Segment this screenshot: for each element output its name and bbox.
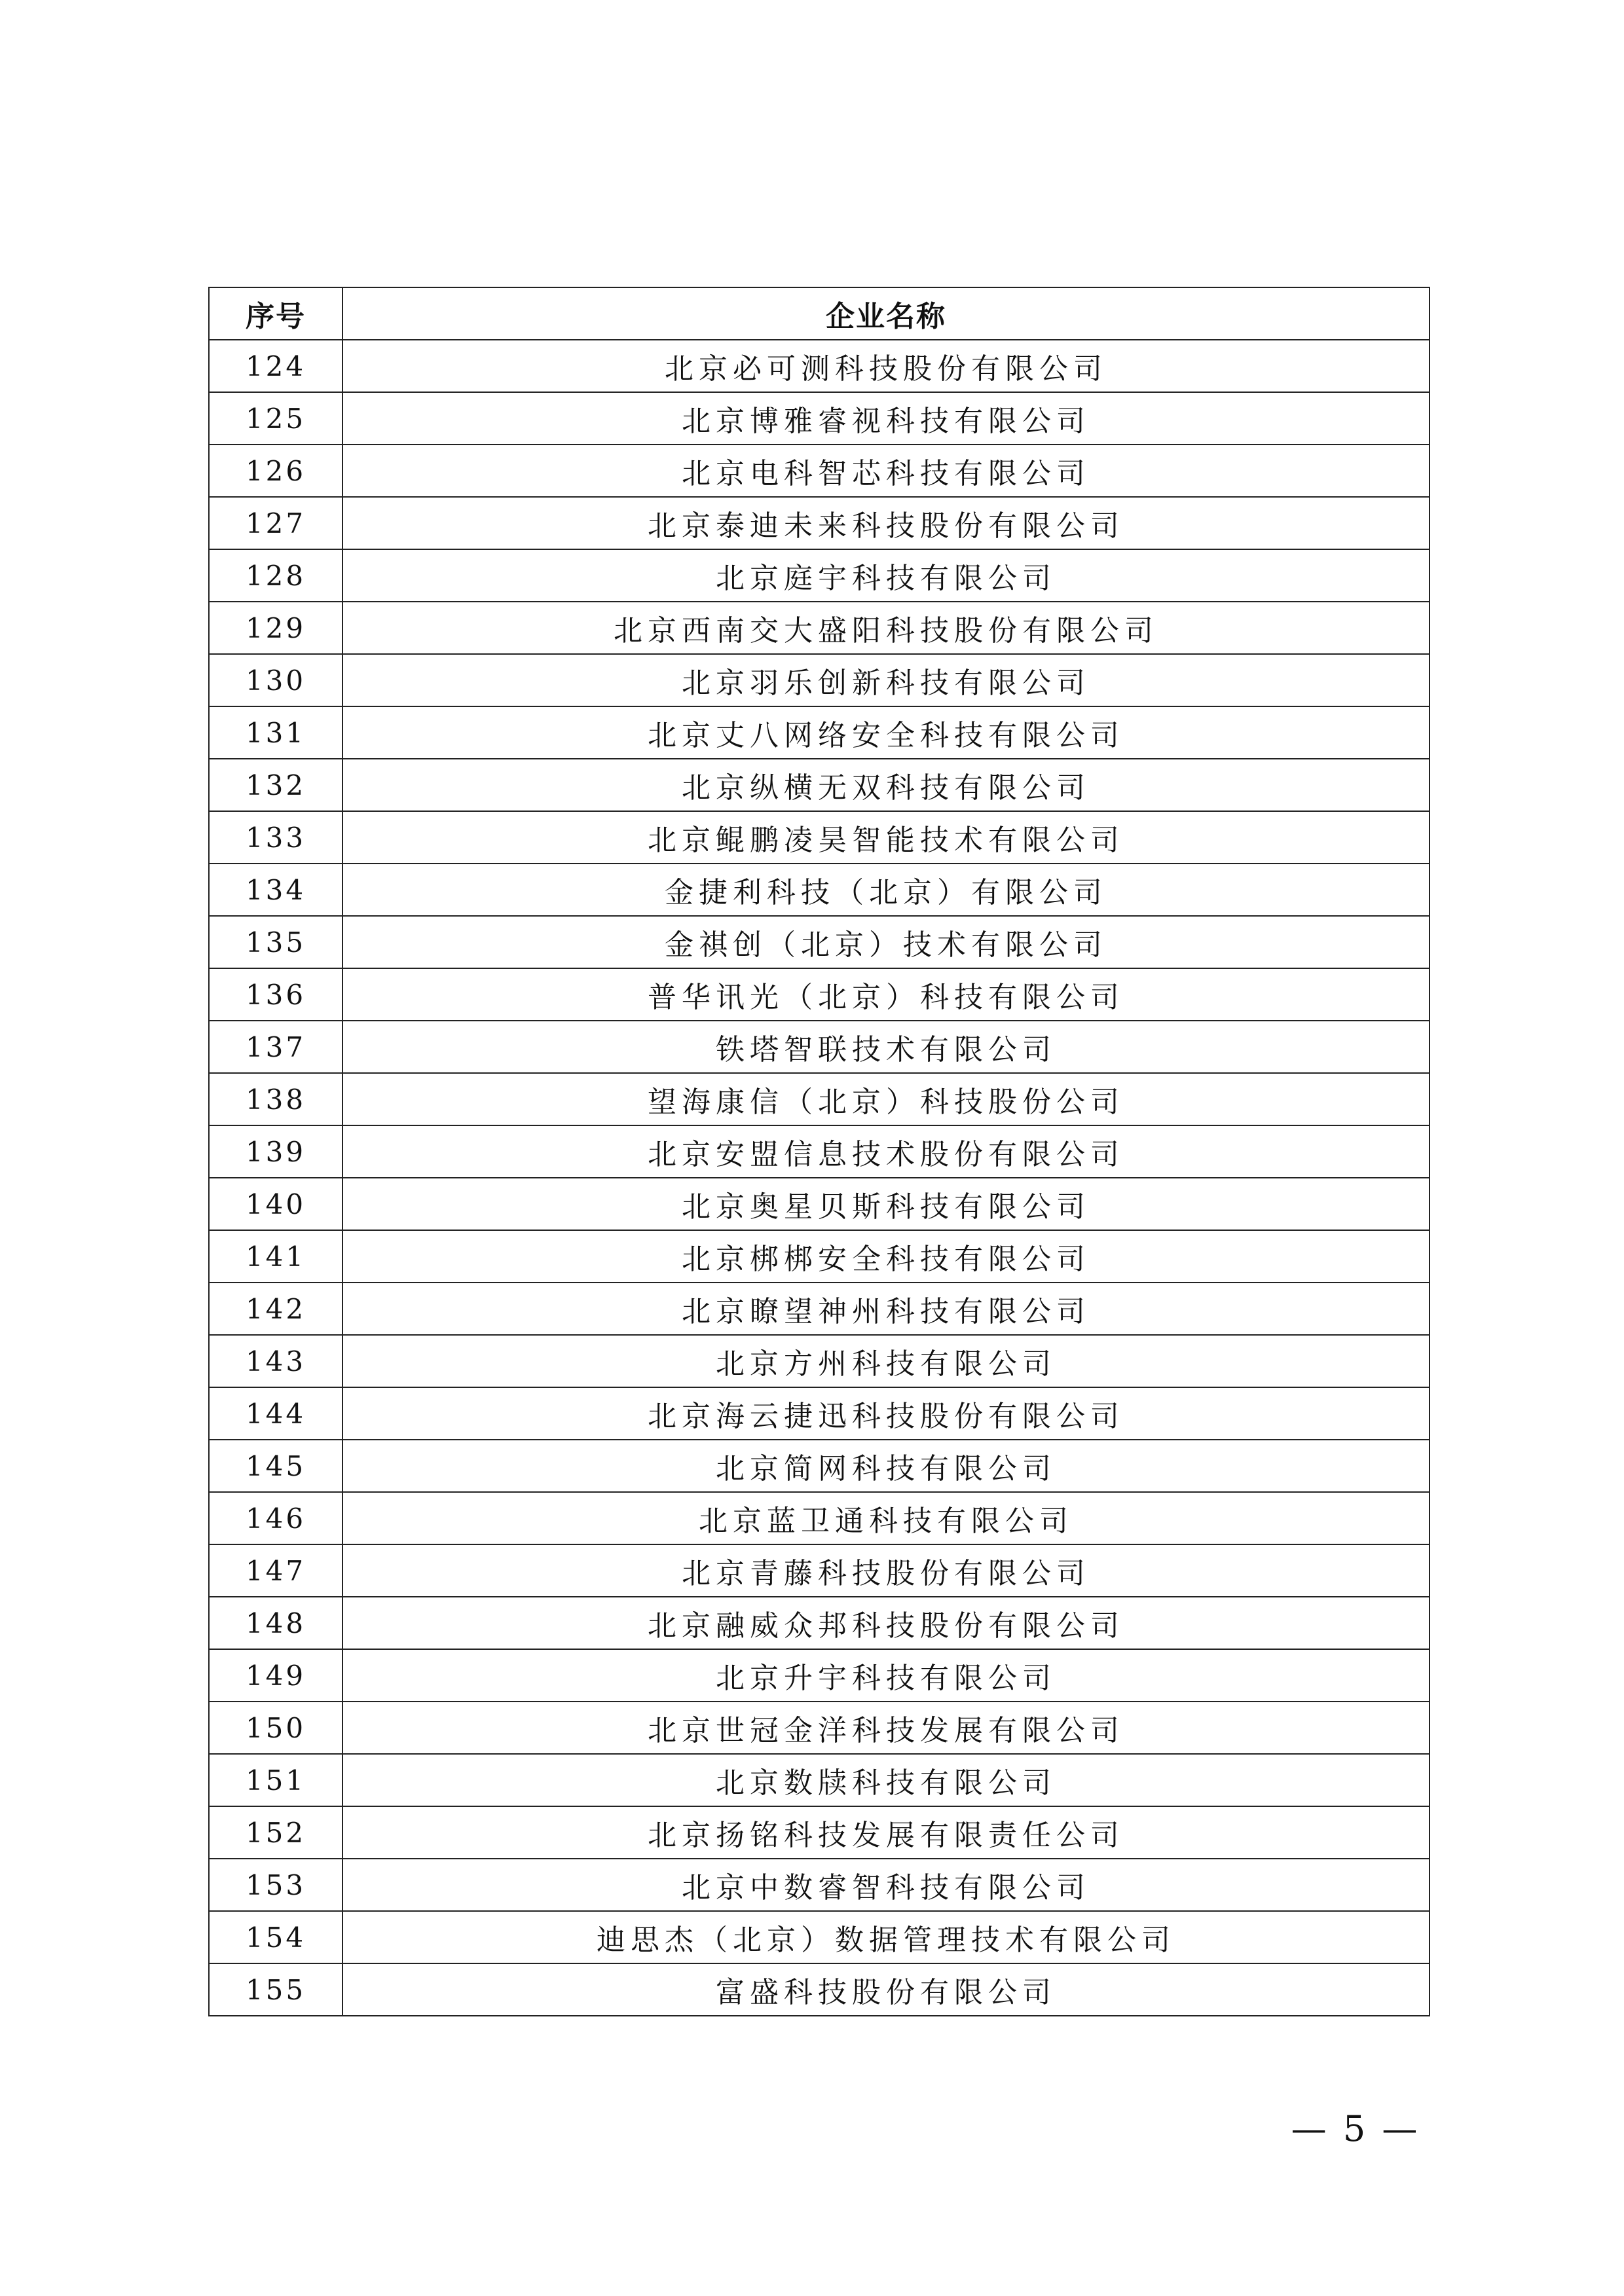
table-row (209, 1230, 1430, 1283)
row-company-name-cell: 金祺创（北京）技术有限公司 (342, 916, 1430, 968)
row-seq-cell: 128 (209, 549, 342, 602)
row-company-name-cell: 北京纵横无双科技有限公司 (342, 759, 1430, 811)
table-row (209, 602, 1430, 654)
row-seq-cell: 141 (209, 1230, 342, 1283)
table-row (209, 864, 1430, 916)
table-row (209, 1335, 1430, 1387)
row-company-name-cell: 北京泰迪未来科技股份有限公司 (342, 497, 1430, 549)
row-company-name-cell: 北京梆梆安全科技有限公司 (342, 1230, 1430, 1283)
table-row (209, 392, 1430, 445)
table-row (209, 1754, 1430, 1806)
row-seq-cell: 145 (209, 1440, 342, 1492)
table-row (209, 1806, 1430, 1859)
row-seq-cell: 149 (209, 1649, 342, 1702)
row-seq-cell: 126 (209, 445, 342, 497)
row-seq-cell: 130 (209, 654, 342, 706)
row-company-name-cell: 北京简网科技有限公司 (342, 1440, 1430, 1492)
row-seq-cell: 154 (209, 1911, 342, 1963)
table-row (209, 706, 1430, 759)
row-company-name-cell: 北京蓝卫通科技有限公司 (342, 1492, 1430, 1544)
table-row (209, 1387, 1430, 1440)
row-company-name-cell: 北京世冠金洋科技发展有限公司 (342, 1702, 1430, 1754)
row-seq-cell: 131 (209, 706, 342, 759)
table-body (209, 340, 1430, 2016)
row-company-name-cell: 北京安盟信息技术股份有限公司 (342, 1125, 1430, 1178)
table-row (209, 654, 1430, 706)
row-seq-cell: 125 (209, 392, 342, 445)
row-company-name-cell: 北京博雅睿视科技有限公司 (342, 392, 1430, 445)
row-company-name-cell: 富盛科技股份有限公司 (342, 1963, 1430, 2016)
row-company-name-cell: 北京电科智芯科技有限公司 (342, 445, 1430, 497)
row-seq-cell: 129 (209, 602, 342, 654)
row-seq-cell: 150 (209, 1702, 342, 1754)
table-row (209, 1859, 1430, 1911)
table-row (209, 1440, 1430, 1492)
row-seq-cell: 152 (209, 1806, 342, 1859)
table-row (209, 1492, 1430, 1544)
table-row (209, 1283, 1430, 1335)
table-row (209, 340, 1430, 392)
row-company-name-cell: 北京方州科技有限公司 (342, 1335, 1430, 1387)
row-company-name-cell: 北京瞭望神州科技有限公司 (342, 1283, 1430, 1335)
row-seq-cell: 137 (209, 1021, 342, 1073)
row-company-name-cell: 金捷利科技（北京）有限公司 (342, 864, 1430, 916)
row-seq-cell: 142 (209, 1283, 342, 1335)
table-row (209, 968, 1430, 1021)
table-row (209, 1125, 1430, 1178)
table-header (209, 287, 1430, 340)
table-row (209, 916, 1430, 968)
table-row (209, 1911, 1430, 1963)
table-row (209, 1073, 1430, 1125)
row-seq-cell: 148 (209, 1597, 342, 1649)
table-row (209, 1702, 1430, 1754)
table-header-row (209, 287, 1430, 340)
table-row (209, 1544, 1430, 1597)
row-company-name-cell: 北京数牍科技有限公司 (342, 1754, 1430, 1806)
table-row (209, 1178, 1430, 1230)
row-seq-cell: 146 (209, 1492, 342, 1544)
row-company-name-cell: 北京融威众邦科技股份有限公司 (342, 1597, 1430, 1649)
column-header-seq: 序号 (209, 287, 342, 340)
table-row (209, 549, 1430, 602)
row-company-name-cell: 北京海云捷迅科技股份有限公司 (342, 1387, 1430, 1440)
row-seq-cell: 124 (209, 340, 342, 392)
row-company-name-cell: 北京羽乐创新科技有限公司 (342, 654, 1430, 706)
table-row (209, 811, 1430, 864)
table-row (209, 497, 1430, 549)
row-seq-cell: 153 (209, 1859, 342, 1911)
row-company-name-cell: 北京丈八网络安全科技有限公司 (342, 706, 1430, 759)
row-company-name-cell: 北京扬铭科技发展有限责任公司 (342, 1806, 1430, 1859)
page-number: — 5 — (1291, 2108, 1420, 2149)
row-seq-cell: 147 (209, 1544, 342, 1597)
row-seq-cell: 133 (209, 811, 342, 864)
table-row (209, 1597, 1430, 1649)
row-company-name-cell: 普华讯光（北京）科技有限公司 (342, 968, 1430, 1021)
row-company-name-cell: 北京升宇科技有限公司 (342, 1649, 1430, 1702)
table-row (209, 1021, 1430, 1073)
row-company-name-cell: 迪思杰（北京）数据管理技术有限公司 (342, 1911, 1430, 1963)
row-seq-cell: 138 (209, 1073, 342, 1125)
row-seq-cell: 132 (209, 759, 342, 811)
row-seq-cell: 151 (209, 1754, 342, 1806)
row-seq-cell: 134 (209, 864, 342, 916)
table-row (209, 1963, 1430, 2016)
row-seq-cell: 135 (209, 916, 342, 968)
table-row (209, 445, 1430, 497)
row-company-name-cell: 北京庭宇科技有限公司 (342, 549, 1430, 602)
row-company-name-cell: 北京鲲鹏凌昊智能技术有限公司 (342, 811, 1430, 864)
row-company-name-cell: 北京中数睿智科技有限公司 (342, 1859, 1430, 1911)
row-seq-cell: 139 (209, 1125, 342, 1178)
row-company-name-cell: 望海康信（北京）科技股份公司 (342, 1073, 1430, 1125)
row-seq-cell: 136 (209, 968, 342, 1021)
row-company-name-cell: 北京奥星贝斯科技有限公司 (342, 1178, 1430, 1230)
row-seq-cell: 155 (209, 1963, 342, 2016)
row-company-name-cell: 北京青藤科技股份有限公司 (342, 1544, 1430, 1597)
row-company-name-cell: 北京西南交大盛阳科技股份有限公司 (342, 602, 1430, 654)
row-seq-cell: 140 (209, 1178, 342, 1230)
row-company-name-cell: 铁塔智联技术有限公司 (342, 1021, 1430, 1073)
row-company-name-cell: 北京必可测科技股份有限公司 (342, 340, 1430, 392)
table-row (209, 1649, 1430, 1702)
company-list-table (208, 287, 1430, 2016)
table-row (209, 759, 1430, 811)
column-header-name: 企业名称 (342, 287, 1430, 340)
row-seq-cell: 143 (209, 1335, 342, 1387)
row-seq-cell: 127 (209, 497, 342, 549)
row-seq-cell: 144 (209, 1387, 342, 1440)
